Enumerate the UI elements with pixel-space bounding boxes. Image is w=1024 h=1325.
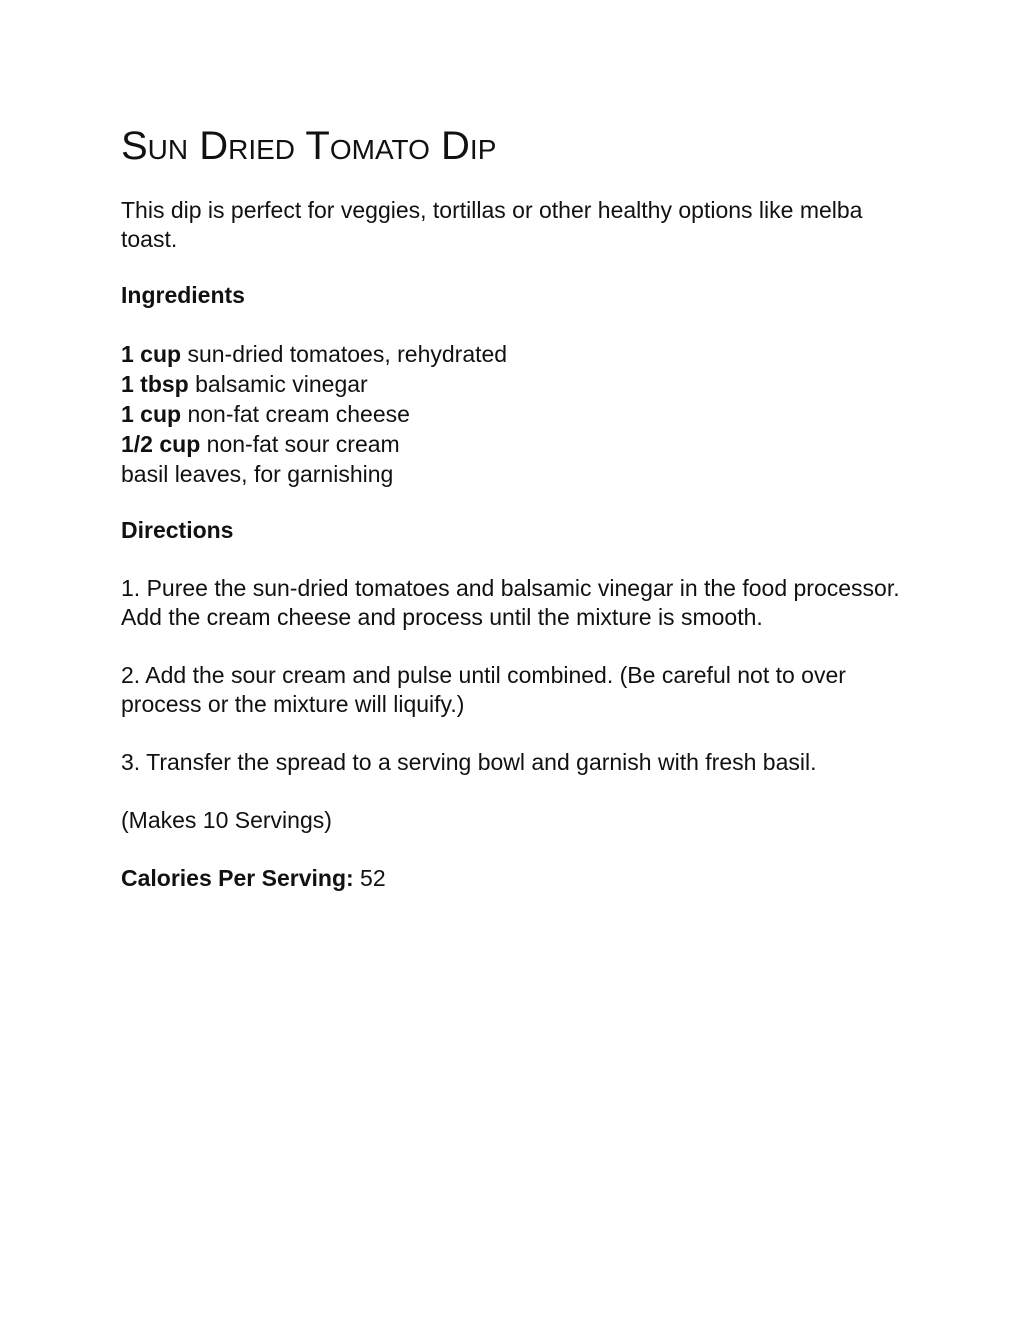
direction-step: 2. Add the sour cream and pulse until combined. (Be careful not to over process or the mixture will liquify.) (121, 662, 846, 717)
recipe-title: Sun Dried Tomato Dip (121, 124, 497, 168)
direction-step: 3. Transfer the spread to a serving bowl and garnish with fresh basil. (121, 749, 817, 775)
ingredients-heading: Ingredients (121, 282, 245, 308)
ingredient-item (121, 339, 911, 369)
recipe-page (121, 122, 911, 893)
ingredient-quantity: 1 cup (121, 341, 182, 367)
calories-value: 52 (353, 865, 386, 891)
ingredient-name: non-fat cream cheese (181, 401, 410, 427)
ingredient-quantity: 1 cup (121, 401, 182, 427)
ingredient-quantity: 1 tbsp (121, 371, 189, 397)
ingredient-name: basil leaves, for garnishing (121, 461, 394, 487)
ingredient-item (121, 459, 911, 489)
directions-heading: Directions (121, 517, 234, 543)
ingredient-quantity: 1/2 cup (121, 431, 201, 457)
ingredient-name: balsamic vinegar (188, 371, 368, 397)
calories-label: Calories Per Serving: (121, 865, 354, 891)
ingredient-name: non-fat sour cream (200, 431, 400, 457)
ingredients-list (121, 339, 911, 489)
servings-yield: (Makes 10 Servings) (121, 807, 332, 833)
direction-step: 1. Puree the sun-dried tomatoes and balsamic vinegar in the food processor. Add the cream cheese and process until the mixture is smooth. (121, 575, 900, 630)
ingredient-item (121, 429, 911, 459)
ingredient-item (121, 369, 911, 399)
calories-per-serving (121, 864, 911, 893)
recipe-intro: This dip is perfect for veggies, tortillas or other healthy options like melba toast. (121, 197, 863, 252)
ingredient-item (121, 399, 911, 429)
ingredient-name: sun-dried tomatoes, rehydrated (181, 341, 508, 367)
